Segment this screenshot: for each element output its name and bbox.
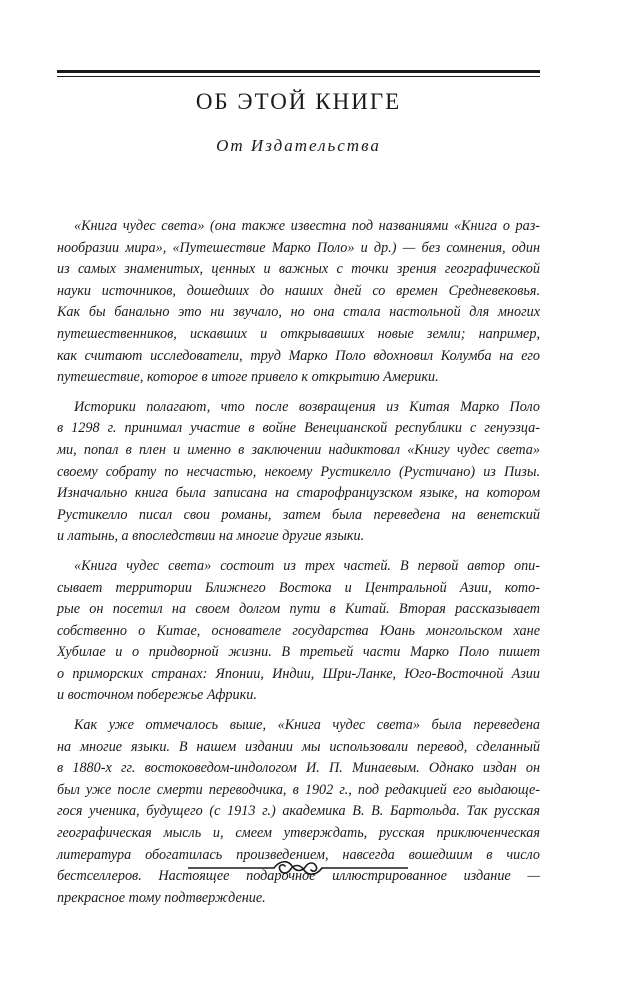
text-line: «Книга чудес света» состоит из трех частей. В первой автор опи- — [74, 557, 540, 574]
text-line: нообразии мира», «Путешествие Марко Поло» и др.) — без сомнения, один — [57, 239, 540, 256]
text-line: гося ученика, будущего (с 1913 г.) академика В. В. Бартольда. Так русская — [57, 803, 540, 820]
text-line: как считают исследователи, труд Марко Поло вдохновил Колумба на его — [57, 347, 540, 364]
text-line: науки источников, дошедших до наших дней со времен Средневековья. — [57, 282, 540, 299]
text-line: сывает территории Ближнего Востока и Центральной Азии, кото- — [57, 579, 540, 596]
paragraph-3 — [57, 556, 540, 707]
text-line: из самых знаменитых, ценных и важных с точки зрения географической — [57, 261, 540, 278]
text-line: рые он посетил на своем долгом пути в Китай. Вторая рассказывает — [57, 601, 540, 618]
flourish-ornament-icon — [188, 856, 408, 880]
text-line: прекрасное тому подтверждение. — [57, 889, 266, 906]
text-line: и восточном побережье Африки. — [57, 687, 257, 704]
text-line: и латынь, а впоследствии на многие другие языки. — [57, 528, 365, 545]
text-line: Рустикелло писал свои романы, затем была переведена на венетский — [57, 506, 540, 523]
text-line: ми, попал в плен и именно в заключении надиктовал «Книгу чудес света» — [57, 441, 540, 458]
text-line: бестселлеров. Настоящее подарочное иллюстрированное издание — — [57, 868, 540, 885]
text-line: о приморских странах: Японии, Индии, Шри-Ланке, Юго-Восточной Азии — [57, 665, 540, 682]
body-text — [57, 216, 540, 917]
page-subtitle: От Издательства — [216, 136, 381, 155]
page-title: ОБ ЭТОЙ КНИГЕ — [195, 89, 402, 114]
text-line: Как уже отмечалось выше, «Книга чудес света» была переведена — [74, 717, 540, 734]
paragraph-4 — [57, 715, 540, 909]
text-line: путешествие, которое в итоге привело к открытию Америки. — [57, 369, 439, 386]
text-line: своему собрату по несчастью, некоему Рустикелло (Рустичано) из Пизы. — [57, 463, 540, 480]
top-rule-thick — [57, 70, 540, 73]
text-line: на многие языки. В нашем издании мы использовали перевод, сделанный — [57, 738, 540, 755]
text-line: Изначально книга была записана на старофранцузском языке, на котором — [57, 485, 540, 502]
text-line: путешественников, искавших и открывавших новые земли; например, — [57, 325, 540, 342]
text-line: «Книга чудес света» (она также известна под названиями «Книга о раз- — [74, 218, 540, 234]
text-line: Хубилае и о придворной жизни. В третьей части Марко Поло пишет — [57, 644, 540, 661]
text-line: Как бы банально это ни звучало, но она стала настольной для многих — [57, 304, 540, 321]
text-line: в 1298 г. принимал участие в войне Венецианской республики с генуэзца- — [57, 420, 540, 437]
text-line: географическая мысль и, смеем утверждать, русская приключенческая — [57, 825, 540, 842]
text-line: Историки полагают, что после возвращения из Китая Марко Поло — [74, 398, 540, 415]
text-line: собственно о Китае, основателе государства Юань монгольском хане — [57, 622, 540, 639]
paragraph-1 — [57, 216, 540, 389]
text-line: был уже после смерти переводчика, в 1902 г., под редакцией его выдающе- — [57, 781, 540, 798]
paragraph-2 — [57, 397, 540, 548]
text-line: в 1880-х гг. востоковедом-индологом И. П. Минаевым. Однако издан он — [57, 760, 540, 777]
text-line: литература обогатилась произведением, навсегда вошедшим в число — [57, 846, 540, 863]
top-rule-thin — [57, 76, 540, 77]
